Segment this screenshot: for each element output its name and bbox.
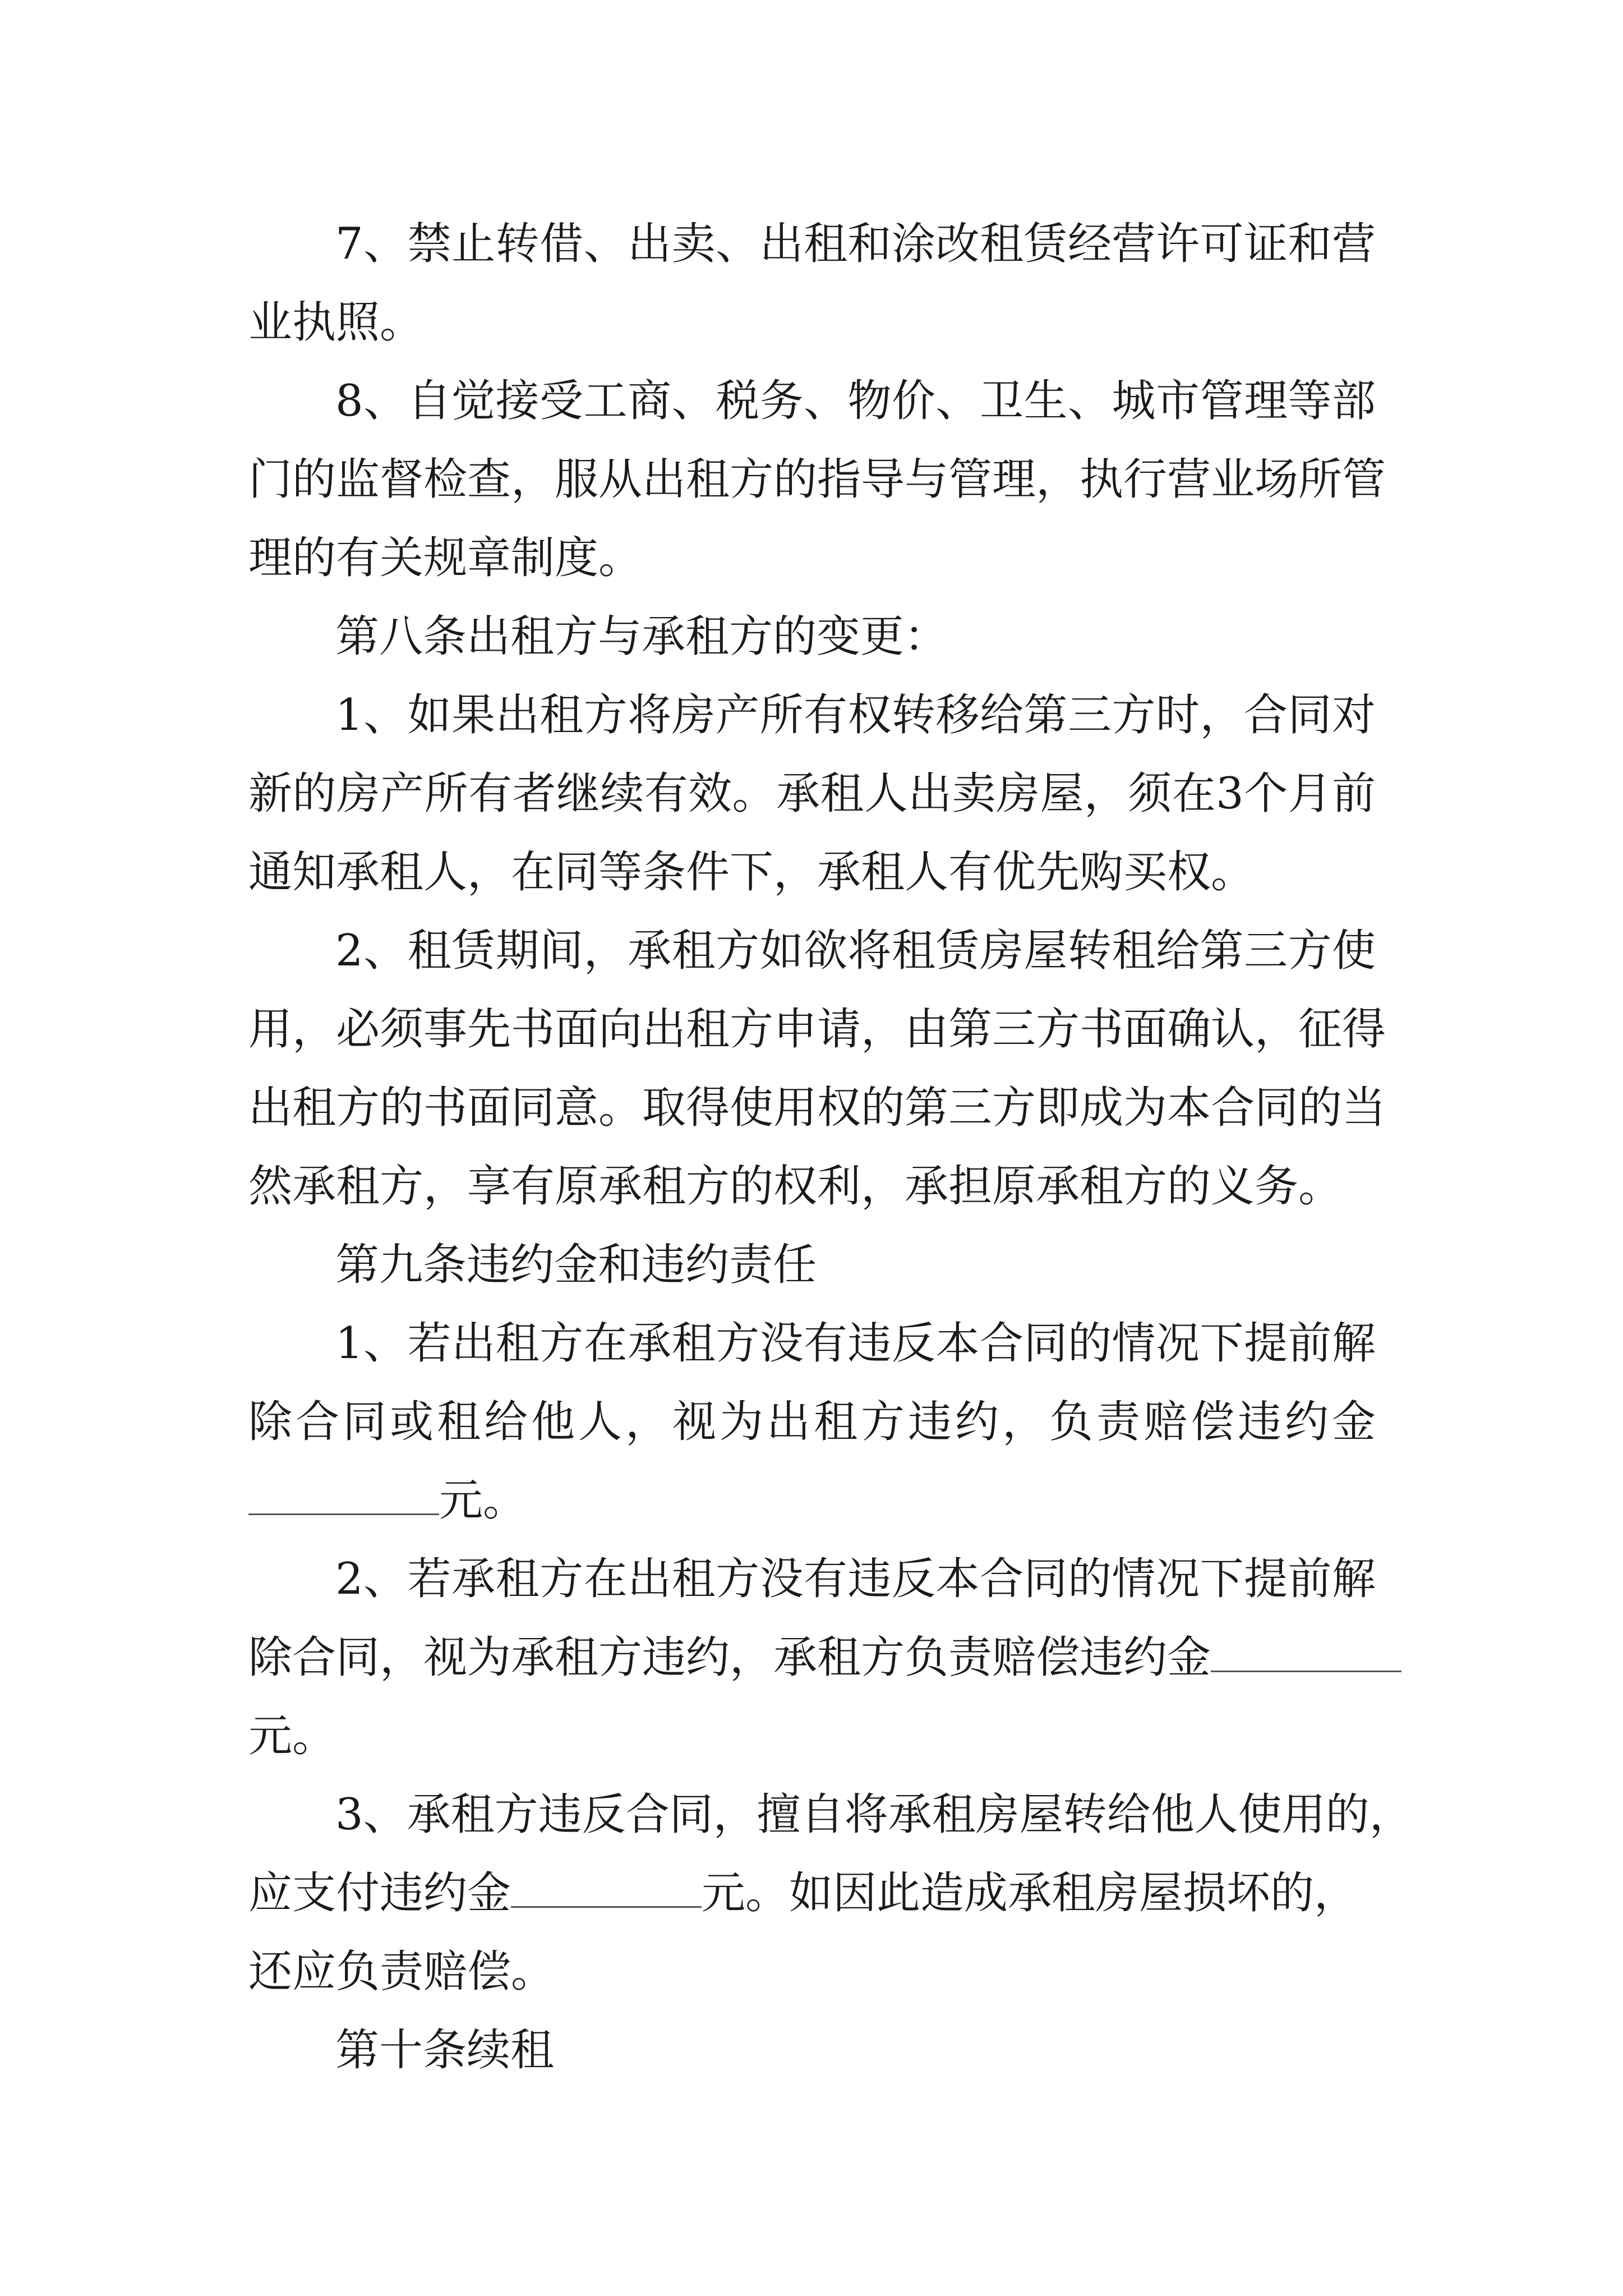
text-line: 理的有关规章制度。 [248,533,643,583]
text-span: 元。 [439,1475,527,1526]
text-line: 1、若出租方在承租方没有违反本合同的情况下提前解 [335,1318,1376,1369]
text-line [248,1618,1401,1697]
text-line: 7、禁止转借、出卖、出租和涂改租赁经营许可证和营 [335,219,1376,269]
text-span: 元。如因此造成承租房屋损坏的， [702,1868,1358,1918]
text-span: 除合同，视为承租方违约，承租方负责赔偿违约金 [248,1632,1211,1683]
text-line: 出租方的书面同意。取得使用权的第三方即成为本合同的当 [248,1083,1386,1133]
fill-blank[interactable] [511,1866,702,1908]
text-line: 8、自觉接受工商、税务、物价、卫生、城市管理等部 [335,376,1376,426]
text-line: 3、承租方违反合同，擅自将承租房屋转给他人使用的， [335,1789,1413,1840]
section-heading: 第九条违约金和违约责任 [335,1240,817,1290]
text-line: 业执照。 [248,297,424,348]
text-line: 2、若承租方在出租方没有违反本合同的情况下提前解 [335,1554,1376,1604]
text-line: 新的房产所有者继续有效。承租人出卖房屋，须在3个月前 [248,769,1376,819]
section-heading: 第八条出租方与承租方的变更： [335,611,948,662]
text-line: 通知承租人，在同等条件下，承租人有优先购买权。 [248,847,1255,898]
fill-blank[interactable] [248,1473,439,1515]
text-line: 还应负责赔偿。 [248,1947,555,1997]
text-line: 2、租赁期间，承租方如欲将租赁房屋转租给第三方使 [335,926,1376,976]
text-line: 用，必须事先书面向出租方申请，由第三方书面确认，征得 [248,1004,1386,1055]
text-line [248,1854,1358,1932]
text-line: 门的监督检查，服从出租方的指导与管理，执行营业场所管 [248,454,1386,505]
section-heading: 第十条续租 [335,2025,555,2076]
text-line: 1、如果出租方将房产所有权转移给第三方时，合同对 [335,690,1376,740]
text-line: 元。 [248,1711,336,1761]
text-line: 除合同或租给他人，视为出租方违约，负责赔偿违约金 [248,1397,1376,1447]
fill-blank[interactable] [1211,1630,1401,1672]
text-line: 然承租方，享有原承租方的权利，承担原承租方的义务。 [248,1161,1343,1212]
text-line [248,1461,527,1540]
text-span: 应支付违约金 [248,1868,511,1918]
